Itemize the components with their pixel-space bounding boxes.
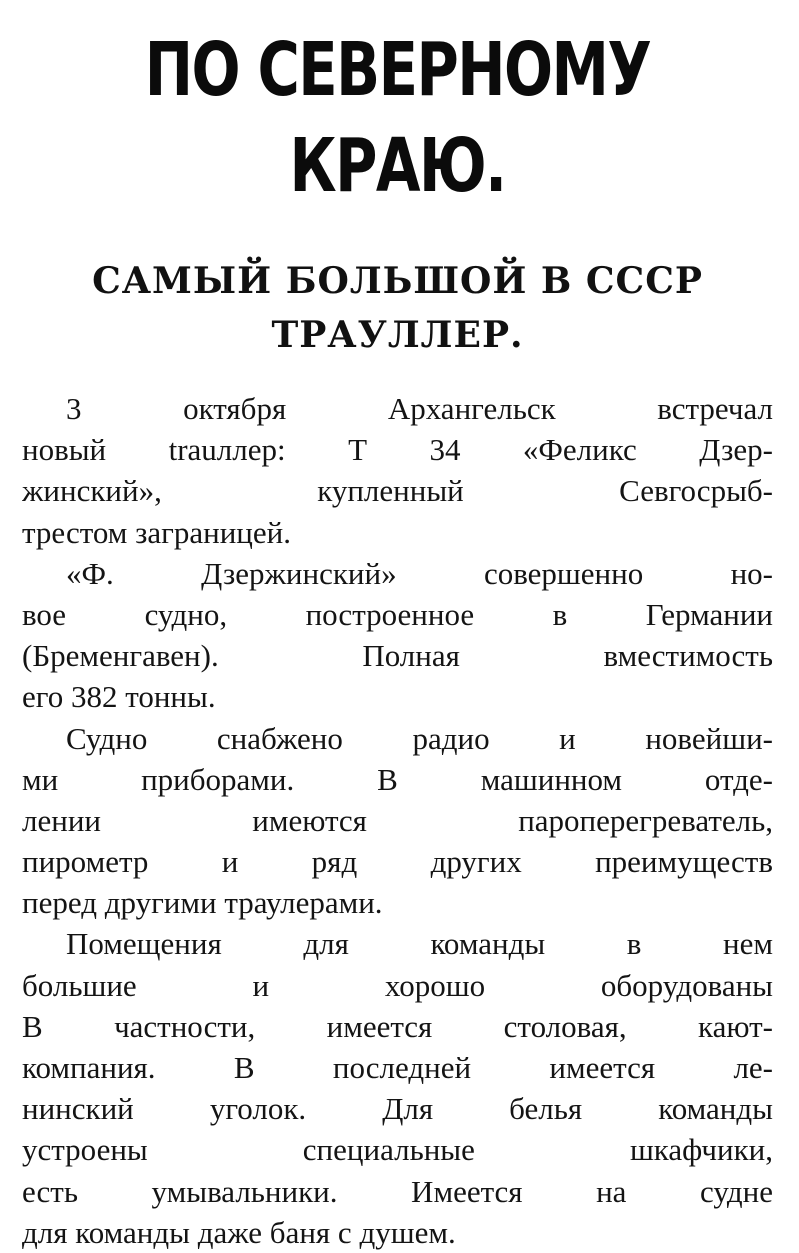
article-line: жинский», купленный Севгосрыб- xyxy=(22,473,773,509)
article-line: новый trauллер: Т 34 «Феликс Дзер- xyxy=(22,432,773,468)
article-line: большие и хорошо оборудованы xyxy=(22,967,773,1003)
section-masthead: ПО СЕВЕРНОМУ КРАЮ. xyxy=(144,27,651,209)
headline-line-2: ТРАУЛЛЕР. xyxy=(271,314,524,356)
article-line: для команды даже баня с душем. xyxy=(22,1214,456,1250)
article-headline xyxy=(22,254,773,362)
article-line: нинский уголок. Для белья команды xyxy=(22,1091,773,1127)
article-line: вое судно, построенное в Германии xyxy=(22,596,773,632)
paragraph-1 xyxy=(22,388,773,553)
article-line: 3 октября Архангельск встречал xyxy=(66,391,773,426)
article-line: трестом заграницей. xyxy=(22,514,291,550)
article-line: его 382 тонны. xyxy=(22,679,216,715)
article-line: «Ф. Дзержинский» совершенно но- xyxy=(66,555,773,591)
article-line: есть умывальники. Имеется на судне xyxy=(22,1173,773,1209)
article-line: (Бременгавен). Полная вместимость xyxy=(22,638,773,674)
article-body xyxy=(22,388,773,1253)
article-line: пирометр и ряд других преимуществ xyxy=(22,844,773,880)
article-line: Помещения для команды в нем xyxy=(66,926,773,962)
article-line: лении имеются пароперегреватель, xyxy=(22,802,773,838)
article-line: перед другими траулерами. xyxy=(22,885,383,921)
paragraph-2 xyxy=(22,553,773,718)
article-line: В частности, имеется столовая, кают- xyxy=(22,1008,773,1044)
article-line: компания. В последней имеется ле- xyxy=(22,1050,773,1085)
article-line: устроены специальные шкафчики, xyxy=(22,1132,773,1168)
paragraph-3 xyxy=(22,718,773,924)
article-line: ми приборами. В машинном отде- xyxy=(22,761,773,797)
headline-line-1: САМЫЙ БОЛЬШОЙ В СССР xyxy=(92,260,703,302)
article-line: Судно снабжено радио и новейши- xyxy=(66,720,773,756)
paragraph-4 xyxy=(22,923,773,1253)
